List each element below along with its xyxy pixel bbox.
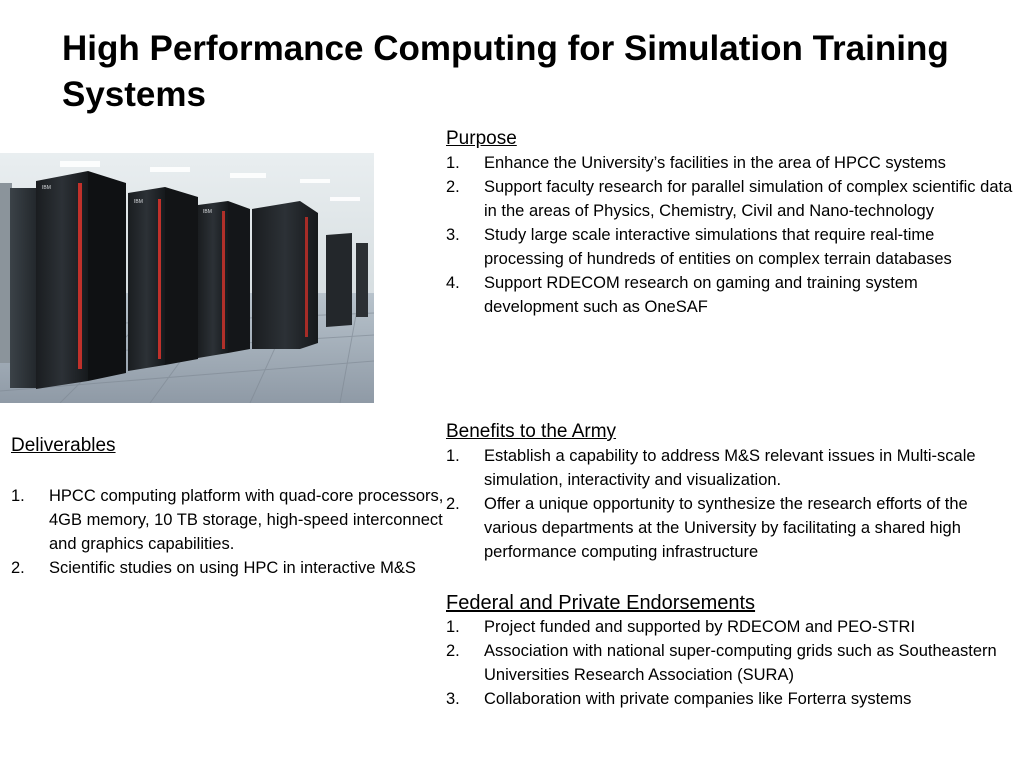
benefits-heading: Benefits to the Army (446, 421, 617, 442)
endorsements-list (446, 615, 1016, 711)
endorsements-section (446, 591, 1016, 711)
purpose-section (446, 127, 1016, 319)
svg-text:IBM: IBM (203, 209, 212, 215)
list-item: 3. Study large scale interactive simulations that require real-time processing of hundreds of entities on complex terrain databases (446, 226, 952, 268)
benefits-section (446, 420, 1016, 564)
svg-text:IBM: IBM (42, 185, 51, 191)
list-item: 2. Association with national super-computing grids such as Southeastern Universities Research Association (SURA) (446, 642, 997, 684)
page-title: High Performance Computing for Simulation Training Systems (62, 29, 949, 114)
list-item: 1. Enhance the University’s facilities in the area of HPCC systems (446, 154, 946, 172)
purpose-list (446, 151, 1016, 319)
list-item: 2. Scientific studies on using HPC in interactive M&S (11, 559, 416, 577)
list-item: 1. HPCC computing platform with quad-core processors, 4GB memory, 10 TB storage, high-speed interconnect and graphics capabilities. (11, 487, 444, 553)
list-item: 2. Support faculty research for parallel simulation of complex scientific data in the areas of Physics, Chemistry, Civil and Nano-technology (446, 178, 1013, 220)
benefits-list (446, 444, 1016, 564)
deliverables-list (11, 484, 451, 580)
list-item: 1. Establish a capability to address M&S relevant issues in Multi-scale simulation, interactivity and visualization. (446, 447, 976, 489)
purpose-heading: Purpose (446, 128, 517, 149)
list-item: 4. Support RDECOM research on gaming and training system development such as OneSAF (446, 274, 918, 316)
supercomputer-photo (0, 153, 374, 403)
deliverables-heading: Deliverables (11, 435, 116, 456)
list-item: 2. Offer a unique opportunity to synthesize the research efforts of the various departments at the University by facilitating a shared high performance computing infrastructure (446, 495, 968, 561)
deliverables-section (11, 434, 451, 580)
svg-text:IBM: IBM (134, 199, 143, 205)
list-item: 1. Project funded and supported by RDECOM and PEO-STRI (446, 618, 916, 636)
list-item: 3. Collaboration with private companies like Forterra systems (446, 690, 912, 708)
endorsements-heading: Federal and Private Endorsements (446, 592, 756, 614)
